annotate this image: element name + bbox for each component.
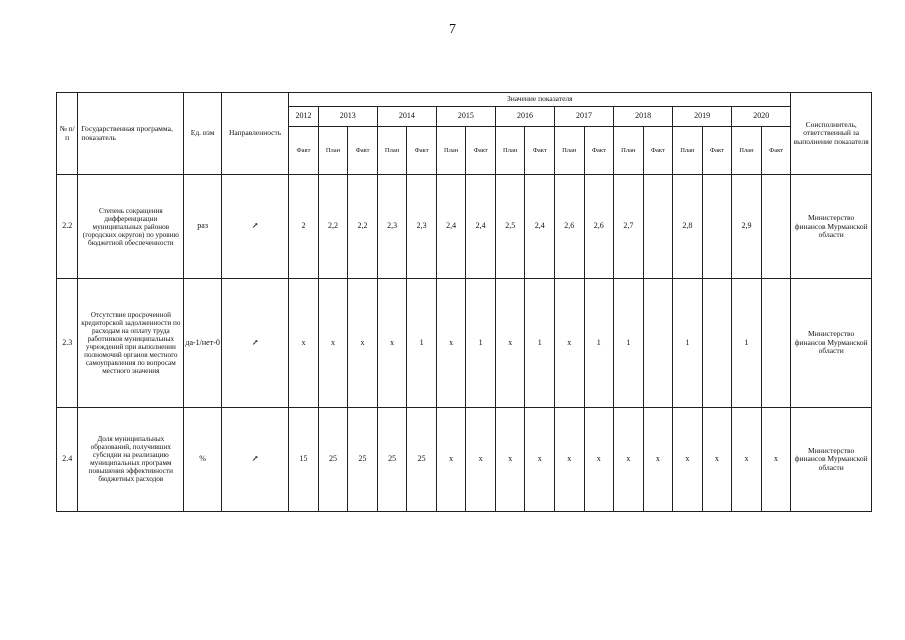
value-cell: x — [466, 407, 496, 511]
value-cell: 1 — [732, 279, 762, 407]
value-cell: 2,4 — [436, 175, 466, 279]
subheader-cell: Факт — [525, 127, 555, 175]
row-unit: % — [184, 407, 222, 511]
value-cell — [643, 175, 673, 279]
subheader-cell: План — [436, 127, 466, 175]
value-cell — [702, 175, 732, 279]
value-cell: x — [377, 279, 407, 407]
subheader-cell: Факт — [289, 127, 319, 175]
subheader-cell: Факт — [584, 127, 614, 175]
value-cell: 2,2 — [348, 175, 378, 279]
direction-arrow-icon: ↗ — [221, 407, 288, 511]
row-indicator-name: Отсутствие просроченной кредиторской задолженности по расходам на оплату труда работников муниципальных учреждений при выполнении полномочий органов местного самоуправления по вопросам местного значения — [78, 279, 184, 407]
year-2018: 2018 — [614, 107, 673, 127]
table-row — [57, 407, 872, 511]
value-cell: 2,6 — [584, 175, 614, 279]
header-unit: Ед. изм — [184, 93, 222, 175]
value-cell: 2,4 — [525, 175, 555, 279]
value-cell: 1 — [584, 279, 614, 407]
value-cell: x — [732, 407, 762, 511]
year-2015: 2015 — [436, 107, 495, 127]
value-cell: x — [525, 407, 555, 511]
value-cell: x — [436, 407, 466, 511]
row-executor: Министерство финансов Мурманской области — [791, 279, 872, 407]
value-cell: 2,4 — [466, 175, 496, 279]
value-cell: 1 — [614, 279, 644, 407]
subheader-cell: Факт — [466, 127, 496, 175]
direction-arrow-icon: ↗ — [221, 279, 288, 407]
value-cell: 1 — [673, 279, 703, 407]
value-cell: x — [436, 279, 466, 407]
year-2013: 2013 — [318, 107, 377, 127]
value-cell: 25 — [348, 407, 378, 511]
value-cell: 1 — [407, 279, 437, 407]
row-indicator-name: Степень сокращения дифференциации муниципальных районов (городских округов) по уровню бюджетной обеспеченности — [78, 175, 184, 279]
subheader-cell: План — [732, 127, 762, 175]
year-2017: 2017 — [554, 107, 613, 127]
header-row-1 — [57, 93, 872, 107]
subheader-cell: План — [377, 127, 407, 175]
value-cell: x — [554, 407, 584, 511]
value-cell: 2,6 — [554, 175, 584, 279]
subheader-cell: План — [554, 127, 584, 175]
year-2014: 2014 — [377, 107, 436, 127]
value-cell: x — [495, 407, 525, 511]
subheader-cell: План — [614, 127, 644, 175]
year-2012: 2012 — [289, 107, 319, 127]
value-cell: 1 — [466, 279, 496, 407]
subheader-cell: Факт — [761, 127, 791, 175]
subheader-cell: Факт — [643, 127, 673, 175]
value-cell: x — [761, 407, 791, 511]
value-cell — [761, 279, 791, 407]
row-unit: раз — [184, 175, 222, 279]
value-cell: 2,9 — [732, 175, 762, 279]
row-executor: Министерство финансов Мурманской области — [791, 175, 872, 279]
row-indicator-name: Доля муниципальных образований, получивших субсидии на реализацию муниципальных программ повышения эффективности бюджетных расходов — [78, 407, 184, 511]
value-cell: x — [318, 279, 348, 407]
value-cell: 25 — [377, 407, 407, 511]
value-cell: 2,7 — [614, 175, 644, 279]
value-cell: 25 — [318, 407, 348, 511]
value-cell: 2,3 — [377, 175, 407, 279]
value-cell: x — [673, 407, 703, 511]
row-executor: Министерство финансов Мурманской области — [791, 407, 872, 511]
value-cell: x — [643, 407, 673, 511]
subheader-cell: План — [495, 127, 525, 175]
row-num: 2.4 — [57, 407, 78, 511]
row-num: 2.2 — [57, 175, 78, 279]
subheader-cell: План — [673, 127, 703, 175]
value-cell: x — [584, 407, 614, 511]
value-cell: 2,2 — [318, 175, 348, 279]
subheader-cell: Факт — [702, 127, 732, 175]
subheader-cell: Факт — [407, 127, 437, 175]
table-row — [57, 175, 872, 279]
value-cell: x — [289, 279, 319, 407]
value-cell — [761, 175, 791, 279]
year-2016: 2016 — [495, 107, 554, 127]
value-cell: 2,3 — [407, 175, 437, 279]
value-cell: 1 — [525, 279, 555, 407]
table-row — [57, 279, 872, 407]
year-2019: 2019 — [673, 107, 732, 127]
value-cell — [702, 279, 732, 407]
value-cell: 2,8 — [673, 175, 703, 279]
row-num: 2.3 — [57, 279, 78, 407]
value-cell: 15 — [289, 407, 319, 511]
value-cell: x — [348, 279, 378, 407]
value-cell: 25 — [407, 407, 437, 511]
header-num: № п/п — [57, 93, 78, 175]
subheader-cell: План — [318, 127, 348, 175]
page-number: 7 — [449, 22, 456, 37]
value-cell: x — [702, 407, 732, 511]
header-program: Государственная программа, показатель — [78, 93, 184, 175]
year-2020: 2020 — [732, 107, 791, 127]
value-cell: 2,5 — [495, 175, 525, 279]
header-value: Значение показателя — [289, 93, 791, 107]
header-executor: Соисполнитель, ответственный за выполнение показателя — [791, 93, 872, 175]
direction-arrow-icon: ↗ — [221, 175, 288, 279]
indicators-table — [56, 92, 872, 512]
row-unit: да-1/нет-0 — [184, 279, 222, 407]
value-cell: 2 — [289, 175, 319, 279]
value-cell: x — [495, 279, 525, 407]
value-cell: x — [614, 407, 644, 511]
value-cell — [643, 279, 673, 407]
value-cell: x — [554, 279, 584, 407]
header-direction: Направленность — [221, 93, 288, 175]
subheader-cell: Факт — [348, 127, 378, 175]
